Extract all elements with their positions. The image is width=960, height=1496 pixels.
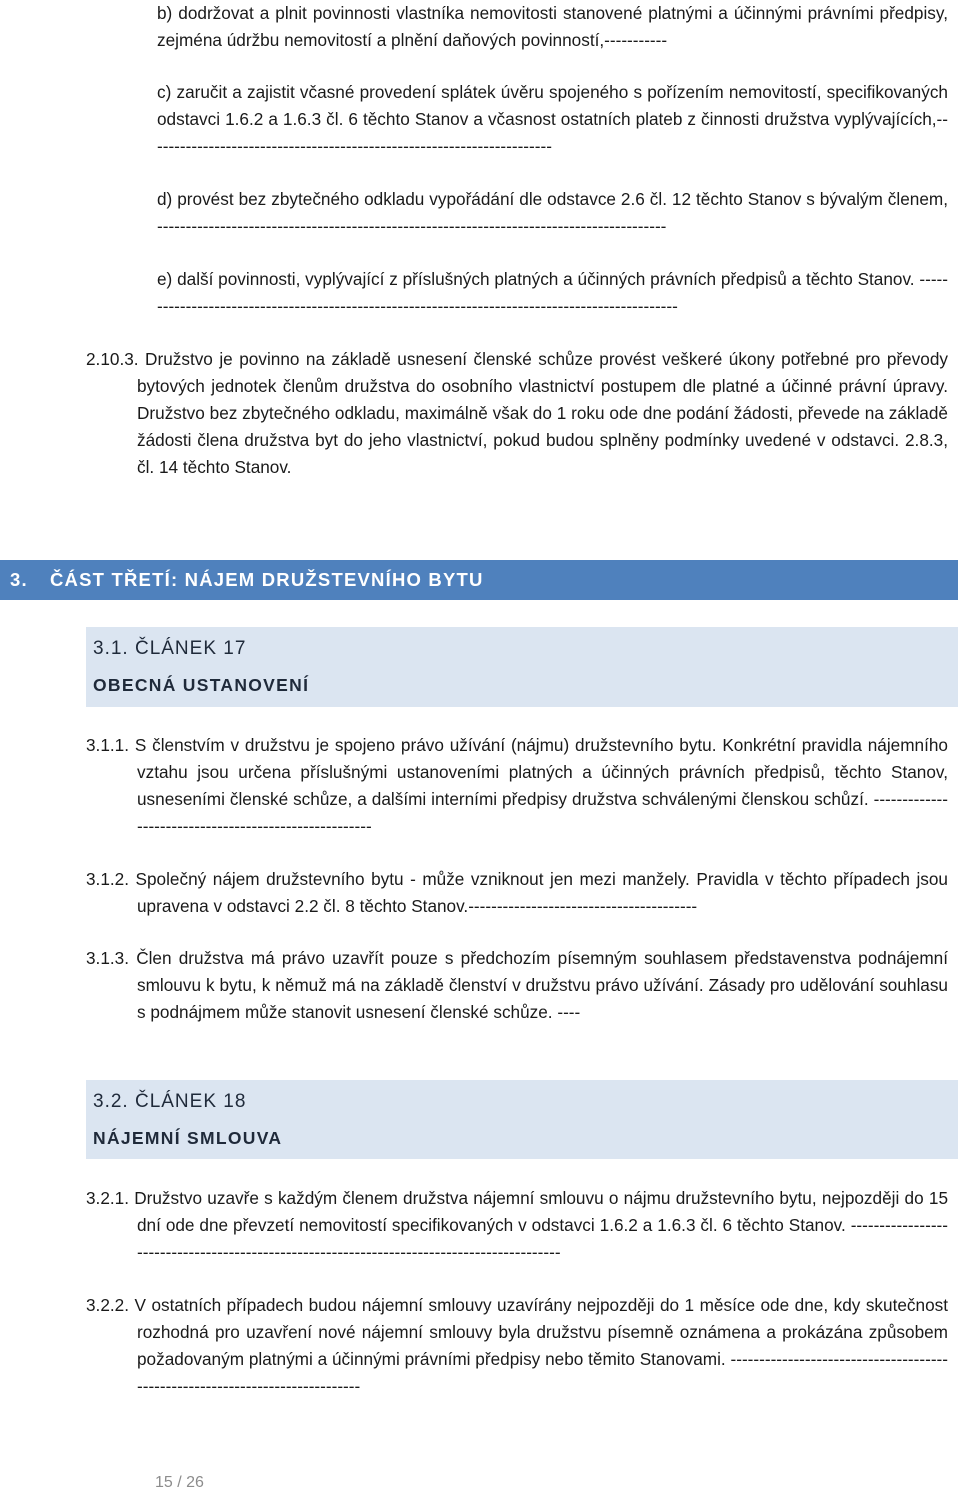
item-e: e) další povinnosti, vyplývající z příslušných platných a účinných právních předpisů a těchto Stanov. ------------------------------------------------------------------------------------------------	[157, 269, 948, 316]
article-17-heading	[86, 627, 958, 707]
chapter-number: 3.	[10, 569, 28, 590]
item-b: b) dodržovat a plnit povinnosti vlastníka nemovitosti stanovené platnými a účinnými právními předpisy, zejména údržbu nemovitostí a plnění daňových povinností,-----------	[157, 3, 948, 50]
page-number: 15 / 26	[155, 1474, 204, 1491]
paragraph-3-1-1: 3.1.1. S členstvím v družstvu je spojeno právo užívání (nájmu) družstevního bytu. Konkrétní pravidla nájemního vztahu jsou určena příslušnými ustanoveními platných a účinných právních předpisů, těchto Stanov, usneseními členské schůze, a dalšími interními předpisy družstva schválenými členskou schůzí. ------------------------------------------------------	[86, 735, 948, 836]
paragraph-2-10-3: 2.10.3. Družstvo je povinno na základě usnesení členské schůze provést veškeré úkony potřebné pro převody bytových jednotek členům družstva do osobního vlastnictví postupem dle platné a účinné právní úpravy. Družstvo bez zbytečného odkladu, maximálně však do 1 roku ode dne podání žádosti, převede na základě žádosti člena družstva byt do jeho vlastnictví, pokud budou splněny podmínky uvedené v odstavci. 2.8.3, čl. 14 těchto Stanov.	[86, 349, 948, 477]
article-18-subtitle: NÁJEMNÍ SMLOUVA	[93, 1128, 283, 1148]
article-17-subtitle: OBECNÁ USTANOVENÍ	[93, 675, 310, 695]
item-c: c) zaručit a zajistit včasné provedení splátek úvěru spojeného s pořízením nemovitostí, specifikovaných odstavci 1.6.2 a 1.6.3 čl. 6 těchto Stanov a včasnost ostatních plateb z činnosti družstva vyplývajících,-----------------------------------------------------------------------	[157, 82, 948, 156]
paragraph-3-2-1: 3.2.1. Družstvo uzavře s každým členem družstva nájemní smlouvu o nájmu družstevního bytu, nejpozději do 15 dní ode dne převzetí nemovitostí specifikovaných v odstavci 1.6.2 a 1.6.3 čl. 6 těchto Stanov. -------------------------------------------------------------------------------------------	[86, 1188, 948, 1262]
paragraph-3-2-2: 3.2.2. V ostatních případech budou nájemní smlouvy uzavírány nejpozději do 1 měsíce ode dne, kdy skutečnost rozhodná pro uzavření nové nájemní smlouvy byla družstvu písemně oznámena a prokázána způsobem požadovaným platnými a účinnými právními předpisy nebo těmito Stanovami. -----------------------------------------------------------------------------	[86, 1295, 948, 1396]
article-18-heading	[86, 1080, 958, 1159]
article-18-title: 3.2. ČLÁNEK 18	[93, 1091, 247, 1112]
chapter-title: ČÁST TŘETÍ: NÁJEM DRUŽSTEVNÍHO BYTU	[50, 569, 484, 590]
article-17-title: 3.1. ČLÁNEK 17	[93, 638, 247, 659]
chapter-heading	[0, 560, 958, 600]
item-d: d) provést bez zbytečného odkladu vypořádání dle odstavce 2.6 čl. 12 těchto Stanov s bývalým členem, -----------------------------------------------------------------------------------------	[157, 189, 948, 236]
paragraph-3-1-2: 3.1.2. Společný nájem družstevního bytu - může vzniknout jen mezi manžely. Pravidla v těchto případech jsou upravena v odstavci 2.2 čl. 8 těchto Stanov.----------------------------------------	[86, 869, 948, 916]
paragraph-3-1-3: 3.1.3. Člen družstva má právo uzavřít pouze s předchozím písemným souhlasem představenstva podnájemní smlouvu k bytu, k němuž má na základě členství v družstvu právo užívání. Zásady pro udělování souhlasu s podnájmem může stanovit usnesení členské schůze. ----	[86, 948, 948, 1022]
